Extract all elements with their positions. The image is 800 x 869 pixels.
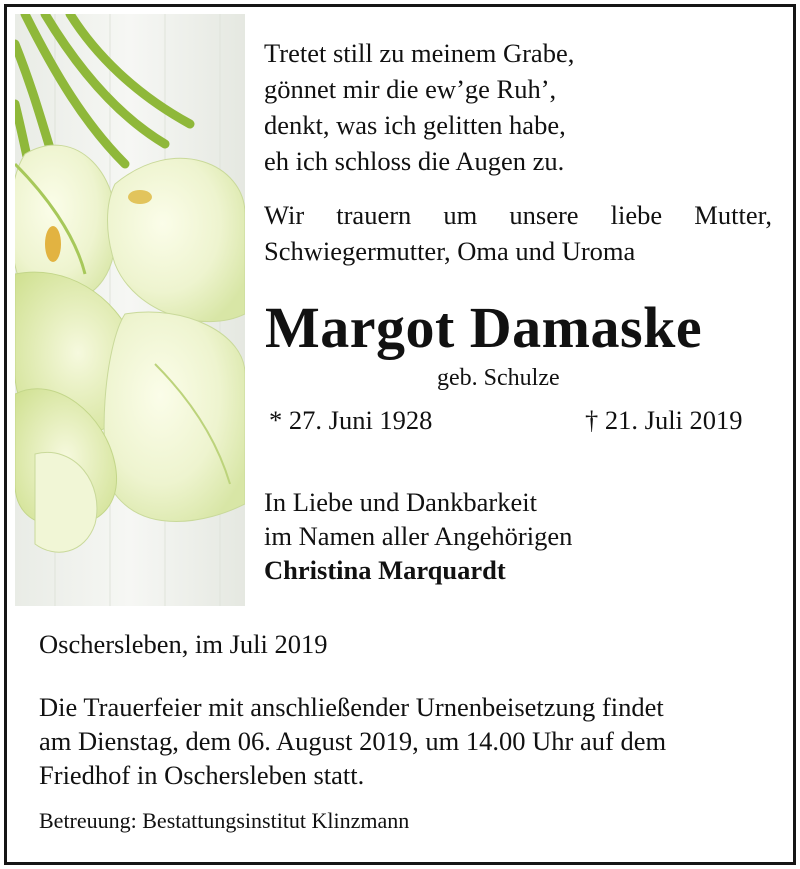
- place-date: Oschersleben, im Juli 2019: [39, 629, 328, 659]
- death-date: † 21. Juli 2019: [585, 405, 743, 435]
- intro-word: um: [443, 200, 478, 230]
- thanks-line: im Namen aller Angehörigen: [264, 521, 573, 551]
- thanks-line: In Liebe und Dankbarkeit: [264, 487, 537, 517]
- calla-lilies-image: [15, 14, 245, 606]
- poem-line: gönnet mir die ew’ge Ruh’,: [264, 74, 557, 104]
- mourning-intro: [264, 197, 772, 269]
- poem: [264, 35, 574, 179]
- intro-word: unsere: [509, 200, 579, 230]
- maiden-name: geb. Schulze: [437, 365, 560, 391]
- intro-word: Mutter,: [694, 200, 772, 230]
- birth-date: * 27. Juni 1928: [269, 405, 433, 435]
- ceremony-info: [39, 690, 666, 792]
- obituary-frame: [4, 4, 796, 865]
- intro-word: Wir: [264, 200, 305, 230]
- poem-line: denkt, was ich gelitten habe,: [264, 110, 566, 140]
- deceased-name: Margot Damaske: [265, 295, 703, 360]
- funeral-home-credit: Betreuung: Bestattungsinstitut Klinzmann: [39, 808, 410, 833]
- thanks-block: [264, 485, 572, 587]
- calla-lilies-illustration: [15, 14, 245, 606]
- signer-name: Christina Marquardt: [264, 555, 506, 585]
- intro-line-justified: [264, 197, 772, 233]
- poem-line: eh ich schloss die Augen zu.: [264, 146, 565, 176]
- ceremony-line: Friedhof in Oschersleben statt.: [39, 760, 365, 790]
- intro-word: trauern: [336, 200, 412, 230]
- poem-line: Tretet still zu meinem Grabe,: [264, 38, 575, 68]
- ceremony-line: am Dienstag, dem 06. August 2019, um 14.00 Uhr auf dem: [39, 726, 667, 756]
- intro-line: Schwiegermutter, Oma und Uroma: [264, 236, 636, 266]
- intro-word: liebe: [610, 200, 663, 230]
- ceremony-line: Die Trauerfeier mit anschließender Urnenbeisetzung findet: [39, 692, 664, 722]
